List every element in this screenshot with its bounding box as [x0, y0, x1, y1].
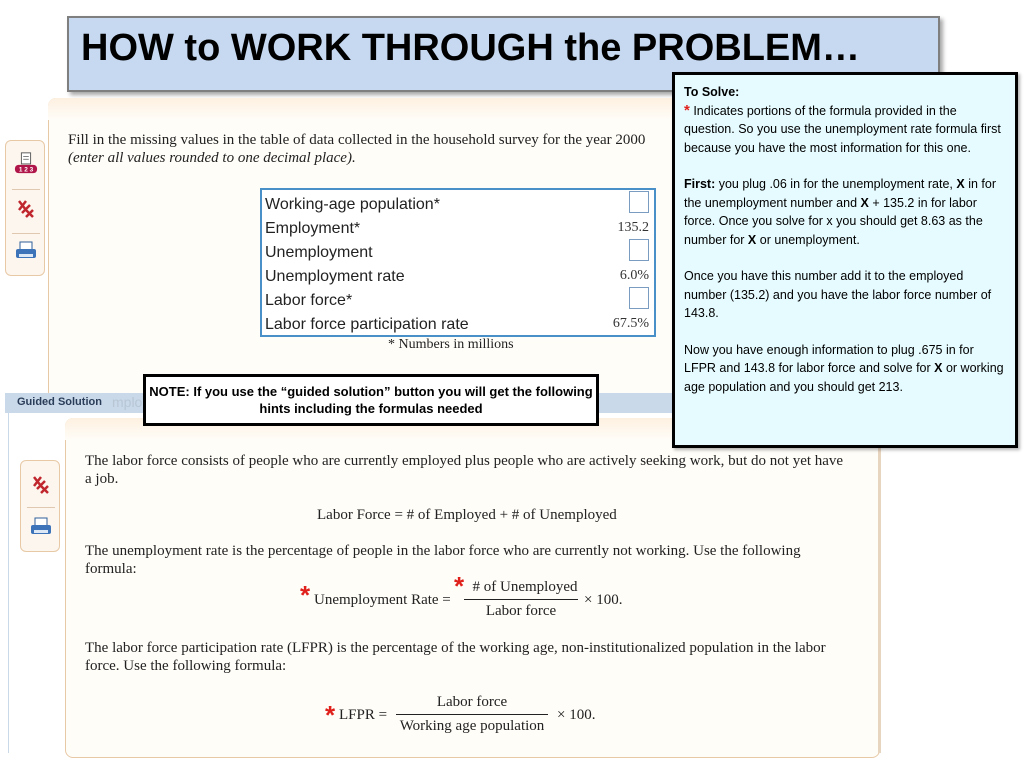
unemployment-formula-denominator: Labor force: [485, 603, 557, 619]
lfpr-formula-multiplier: × 100.: [557, 707, 596, 723]
guided-border: [8, 413, 9, 753]
unemployment-rate-definition: The unemployment rate is the percentage of people in the labor force who are currently not working. Use the following formula:: [85, 543, 801, 577]
toolbar-divider: [27, 507, 55, 508]
unemployment-formula-multiplier: × 100.: [584, 592, 623, 608]
clear-icon[interactable]: [29, 473, 53, 497]
required-star-marker: *: [454, 571, 465, 601]
solve-step-third-a: Now you have enough information to plug .675 in for LFPR and 143.8 for labor force and solve for: [684, 342, 974, 375]
table-footnote: * Numbers in millions: [388, 337, 514, 352]
table-row: [265, 190, 651, 214]
answer-input-unemployment[interactable]: [629, 239, 649, 261]
toolbar-divider: [12, 233, 40, 234]
table-row: [265, 262, 651, 286]
lfpr-formula-numerator: Labor force: [436, 694, 508, 710]
instructions-hint: (enter all values rounded to one decimal place).: [68, 150, 356, 166]
to-solve-callout: [672, 72, 1018, 448]
guided-solution-note: NOTE: If you use the “guided solution” button you will get the following hints including the formulas needed: [143, 374, 599, 426]
toolbar-divider: [12, 189, 40, 190]
problem-instructions: [68, 131, 678, 167]
unemployment-rate-formula-label: Unemployment Rate =: [314, 592, 451, 608]
solve-step-first-c: + 135.2 in for labor force. Once you solve for x you should get 8.63 as the number for: [684, 195, 983, 247]
row-label: Unemployment rate: [265, 268, 405, 285]
fraction-line: [396, 714, 548, 715]
guided-scroll-edge: [878, 413, 881, 753]
labor-force-definition: The labor force consists of people who are currently employed plus people who are actively seeking work, but do not yet have a job.: [85, 453, 844, 487]
row-label: Working-age population*: [265, 196, 440, 213]
answer-input-working-age[interactable]: [629, 191, 649, 213]
problem-panel-header: [48, 98, 688, 120]
first-step-label: First:: [684, 177, 716, 191]
required-star-marker: *: [325, 700, 336, 730]
variable-x: X: [860, 195, 869, 210]
solve-step-first-d: or unemployment.: [756, 232, 860, 247]
problem-toolbar: [5, 140, 45, 276]
row-value: 67.5%: [612, 316, 649, 331]
solve-step-second: Once you have this number add it to the employed number (135.2) and you have the labor force number of 143.8.: [684, 269, 992, 320]
lfpr-formula-denominator: Working age population: [399, 718, 545, 734]
solve-step-first-b: in for the unemployment number and: [684, 177, 996, 210]
row-value: 6.0%: [619, 268, 649, 283]
required-star-marker: *: [300, 580, 311, 610]
survey-data-table: [260, 188, 656, 337]
row-label: Employment*: [265, 220, 361, 237]
svg-text:1 2 3: 1 2 3: [18, 166, 34, 174]
variable-x: X: [956, 177, 965, 191]
lfpr-formula-label: LFPR =: [339, 707, 388, 723]
table-row: [265, 286, 651, 310]
answer-input-labor-force[interactable]: [629, 287, 649, 309]
row-label: Labor force participation rate: [265, 316, 469, 333]
calculator-icon[interactable]: [14, 151, 38, 175]
instructions-text: Fill in the missing values in the table of data collected in the household survey for the year 2000: [68, 132, 646, 148]
fraction-line: [464, 599, 578, 600]
row-label: Labor force*: [265, 292, 353, 309]
to-solve-heading: To Solve:: [684, 85, 740, 99]
guided-toolbar: [20, 460, 60, 552]
print-icon[interactable]: [14, 239, 38, 263]
clear-icon[interactable]: [14, 197, 38, 221]
labor-force-formula: Labor Force = # of Employed + # of Unemployed: [317, 507, 617, 523]
variable-x: X: [747, 232, 757, 247]
star-marker: *: [684, 101, 690, 119]
row-value: 135.2: [617, 220, 649, 235]
guided-ghost-text: mplo: [112, 394, 143, 410]
table-row: [265, 310, 651, 334]
solve-step-first-a: you plug .06 in for the unemployment rate,: [715, 177, 957, 191]
solve-step-intro: Indicates portions of the formula provided in the question. So you use the unemployment rate formula first because you have the most information for this one.: [684, 103, 1001, 155]
slide-title: HOW to WORK THROUGH the PROBLEM…: [81, 27, 860, 69]
print-icon[interactable]: [29, 515, 53, 539]
unemployment-formula-numerator: # of Unemployed: [472, 579, 578, 595]
table-row: [265, 214, 651, 238]
solve-step-third-b: or working age population and you should get 213.: [684, 361, 1004, 394]
lfpr-definition: The labor force participation rate (LFPR) is the percentage of the working age, non-institutionalized population in the labor force. Use the following formula:: [85, 640, 826, 674]
row-label: Unemployment: [265, 244, 373, 261]
table-row: [265, 238, 651, 262]
guided-solution-title: Guided Solution: [17, 396, 102, 408]
variable-x: X: [934, 361, 943, 375]
